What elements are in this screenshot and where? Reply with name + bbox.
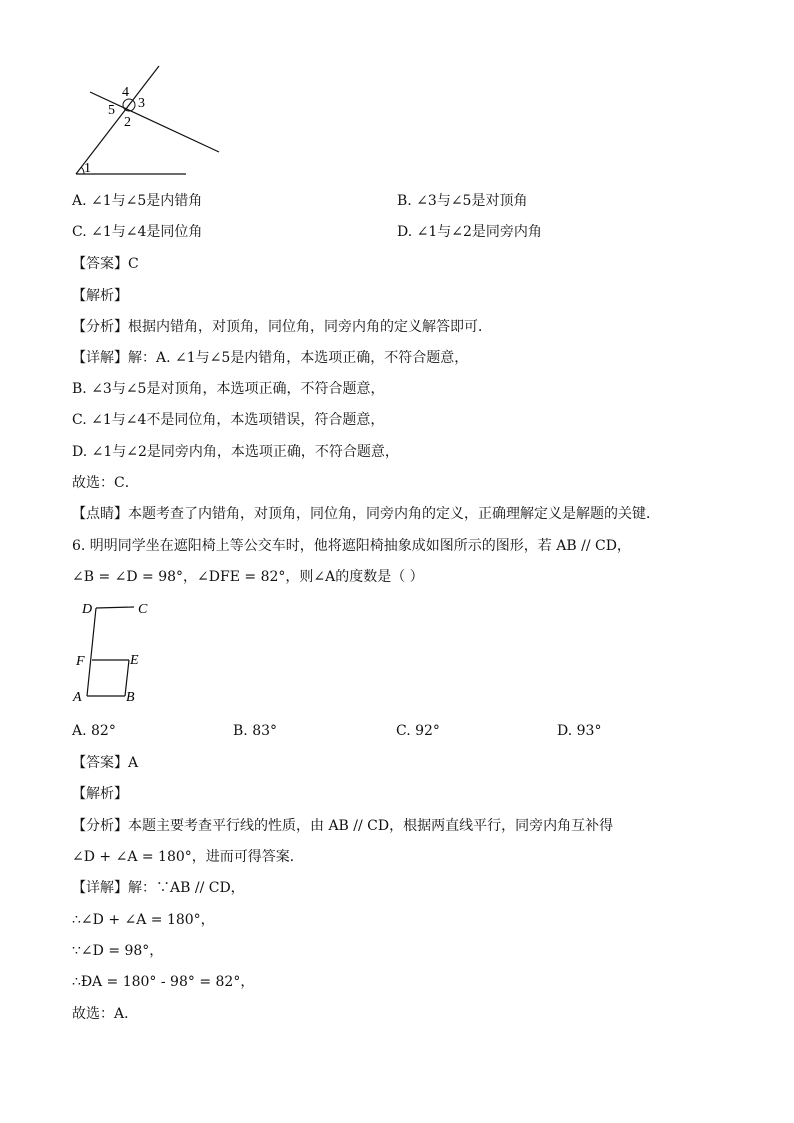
option-a: A. 82° — [72, 723, 116, 739]
analysis-title: 【解析】 — [72, 288, 128, 304]
question-stem: ∠B = ∠D = 98°，∠DFE = 82°，则∠A的度数是（ ） — [72, 569, 424, 585]
analysis-text: 【分析】本题主要考查平行线的性质，由 AB // CD，根据两直线平行，同旁内角互补得 — [72, 818, 614, 834]
analysis-text: ∠D + ∠A = 180°，进而可得答案． — [72, 849, 304, 865]
angles-figure — [70, 62, 230, 180]
detail-line: 【详解】解：∵AB // CD， — [72, 880, 245, 896]
choice-line: 故选：C． — [72, 475, 139, 491]
angle-label-1: 1 — [84, 161, 91, 176]
chair-figure — [70, 598, 180, 706]
point-label-e: E — [130, 653, 139, 668]
option-b: B. 83° — [233, 723, 278, 739]
detail-line: ∵∠D = 98°， — [72, 943, 164, 959]
angle-label-4: 4 — [122, 85, 129, 100]
point-label-f: F — [76, 654, 85, 669]
option-c: C. ∠1与∠4是同位角 — [72, 224, 203, 240]
option-a: A. ∠1与∠5是内错角 — [72, 193, 203, 209]
point-label-c: C — [138, 602, 148, 617]
answer-line: 【答案】C — [72, 256, 139, 272]
choice-line: 故选：A． — [72, 1006, 139, 1022]
point-label-d: D — [82, 602, 93, 617]
analysis-text: 【分析】根据内错角，对顶角，同位角，同旁内角的定义解答即可． — [72, 319, 492, 335]
answer-line: 【答案】A — [72, 755, 139, 771]
detail-line: D. ∠1与∠2是同旁内角，本选项正确，不符合题意， — [72, 444, 399, 460]
detail-line: ∴ÐA = 180° - 98° = 82°， — [72, 974, 255, 990]
point-label-b: B — [126, 690, 135, 705]
figure-line-transversal — [90, 92, 219, 152]
option-d: D. 93° — [557, 723, 602, 739]
angle-label-3: 3 — [138, 96, 145, 111]
segment-dc — [96, 607, 134, 608]
option-c: C. 92° — [396, 723, 440, 739]
detail-line: ∴∠D + ∠A = 180°， — [72, 912, 215, 928]
option-d: D. ∠1与∠2是同旁内角 — [397, 224, 542, 240]
option-b: B. ∠3与∠5是对顶角 — [397, 193, 528, 209]
angle-label-5: 5 — [108, 103, 115, 118]
comment-line: 【点睛】本题考查了内错角，对顶角，同位角，同旁内角的定义，正确理解定义是解题的关键． — [72, 506, 660, 522]
figure-line-steep — [76, 66, 159, 174]
segment-da — [87, 608, 96, 696]
question-stem: 6. 明明同学坐在遮阳椅上等公交车时，他将遮阳椅抽象成如图所示的图形，若 AB // CD， — [72, 538, 631, 554]
detail-line: 【详解】解：A. ∠1与∠5是内错角，本选项正确，不符合题意， — [72, 350, 469, 366]
analysis-title: 【解析】 — [72, 786, 128, 802]
detail-line: B. ∠3与∠5是对顶角，本选项正确，不符合题意， — [72, 381, 385, 397]
angle-label-2: 2 — [124, 115, 131, 130]
detail-line: C. ∠1与∠4不是同位角，本选项错误，符合题意， — [72, 412, 385, 428]
point-label-a: A — [73, 690, 82, 705]
